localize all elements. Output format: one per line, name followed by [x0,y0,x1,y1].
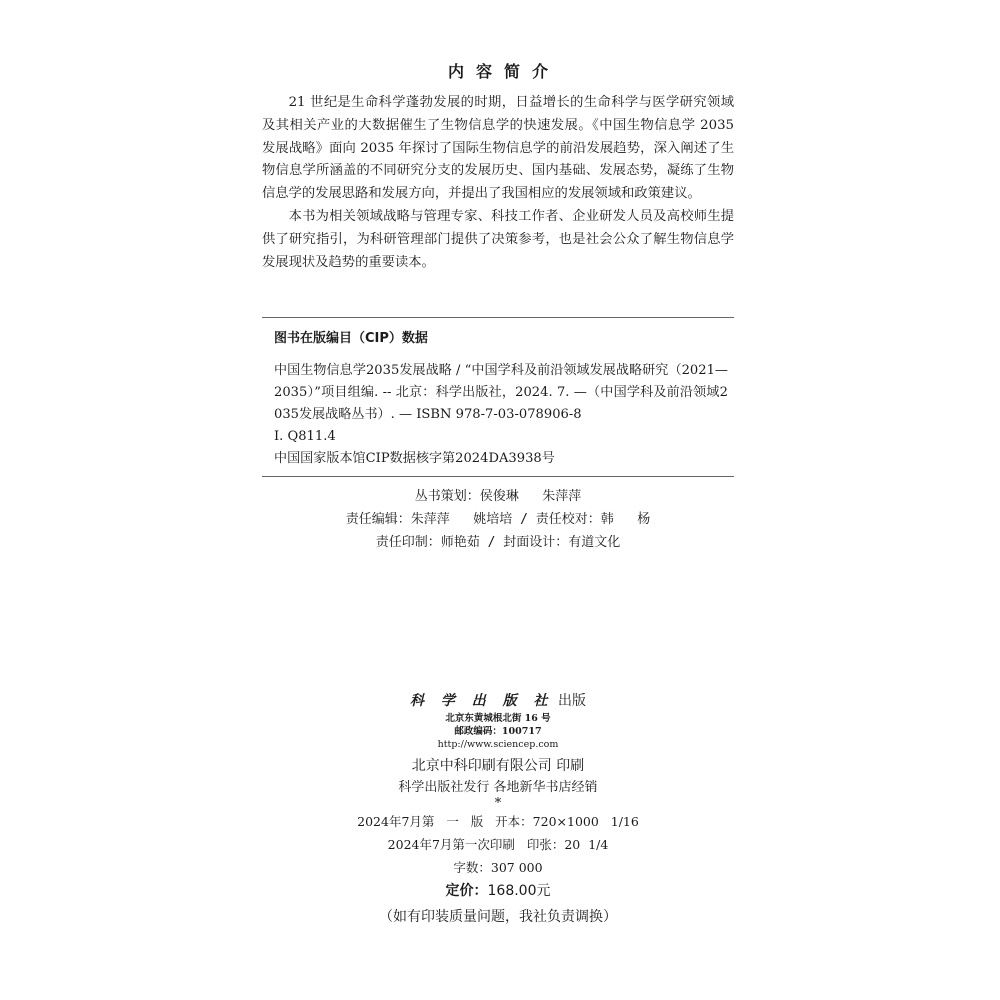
series-planner-credit: 丛书策划：侯俊琳 朱萍萍 [414,489,582,505]
summary-title: 内容简介 [447,62,560,81]
summary-paragraph: 21 世纪是生命科学蓬勃发展的时期，日益增长的生命科学与医学研究领域及其相关产业的大数据催生了生物信息学的快速发展。《中国生物信息学 2035 发展战略》面向 2035 年探讨了国际生物信息学的前沿发展趋势，深入阐述了生物信息学所涵盖的不同研究分支的发展历史、国内基础、发展态势，凝练了生物信息学的发展思路和发展方向，并提出了我国相应的发展领域和政策建议。 [262,95,734,202]
edition-line: 2024年7月第 一 版 开本：720×1000 1/16 [357,814,639,829]
summary-paragraph: 本书为相关领域战略与管理专家、科技工作者、企业研发人员及高校师生提供了研究指引，为科研管理部门提供了决策参考，也是社会公众了解生物信息学发展现状及趋势的重要读本。 [262,208,734,270]
publisher-address: 北京东黄城根北街 16 号 [445,713,551,724]
divider [262,476,734,477]
price-label: 定价： [445,883,488,899]
publisher-postcode: 邮政编码：100717 [454,726,542,737]
publisher-name-line [262,690,734,712]
cip-heading: 图书在版编目（CIP）数据 [274,331,428,347]
printing-line: 2024年7月第一次印刷 印张：20 1/4 [387,837,609,852]
price-line [262,879,734,903]
cip-classification: Ⅰ. Q811.4 [274,429,336,445]
separator-star: * [494,796,502,811]
divider [262,317,734,318]
cip-record: 中国生物信息学2035发展战略 / “中国学科及前沿领域发展战略研究（2021—2035）”项目组编. -- 北京：科学出版社，2024. 7. —（中国学科及前沿领域2035发展战略丛书）. — ISBN 978-7-03-078906-8 [274,363,728,423]
cip-number: 中国国家版本馆CIP数据核字第2024DA3938号 [274,451,555,467]
printer-line: 北京中科印刷有限公司 印刷 [411,758,585,774]
publisher-logo-text: 科 学 出 版 社 [410,693,554,709]
publisher-suffix: 出版 [557,693,586,709]
copyright-page [262,60,734,554]
quality-note: （如有印装质量问题，我社负责调换） [379,909,617,925]
production-credit: 责任印制：师艳茹 / 封面设计：有道文化 [375,535,621,551]
editors-credit: 责任编辑：朱萍萍 姚培培 / 责任校对：韩 杨 [345,512,651,528]
word-count-line: 字数：307 000 [453,860,543,875]
distribution-line: 科学出版社发行 各地新华书店经销 [398,780,598,795]
publisher-block [262,690,734,929]
price-value: 168.00元 [487,883,551,899]
credits-block [262,485,734,554]
publisher-website: http://www.sciencep.com [437,739,559,750]
